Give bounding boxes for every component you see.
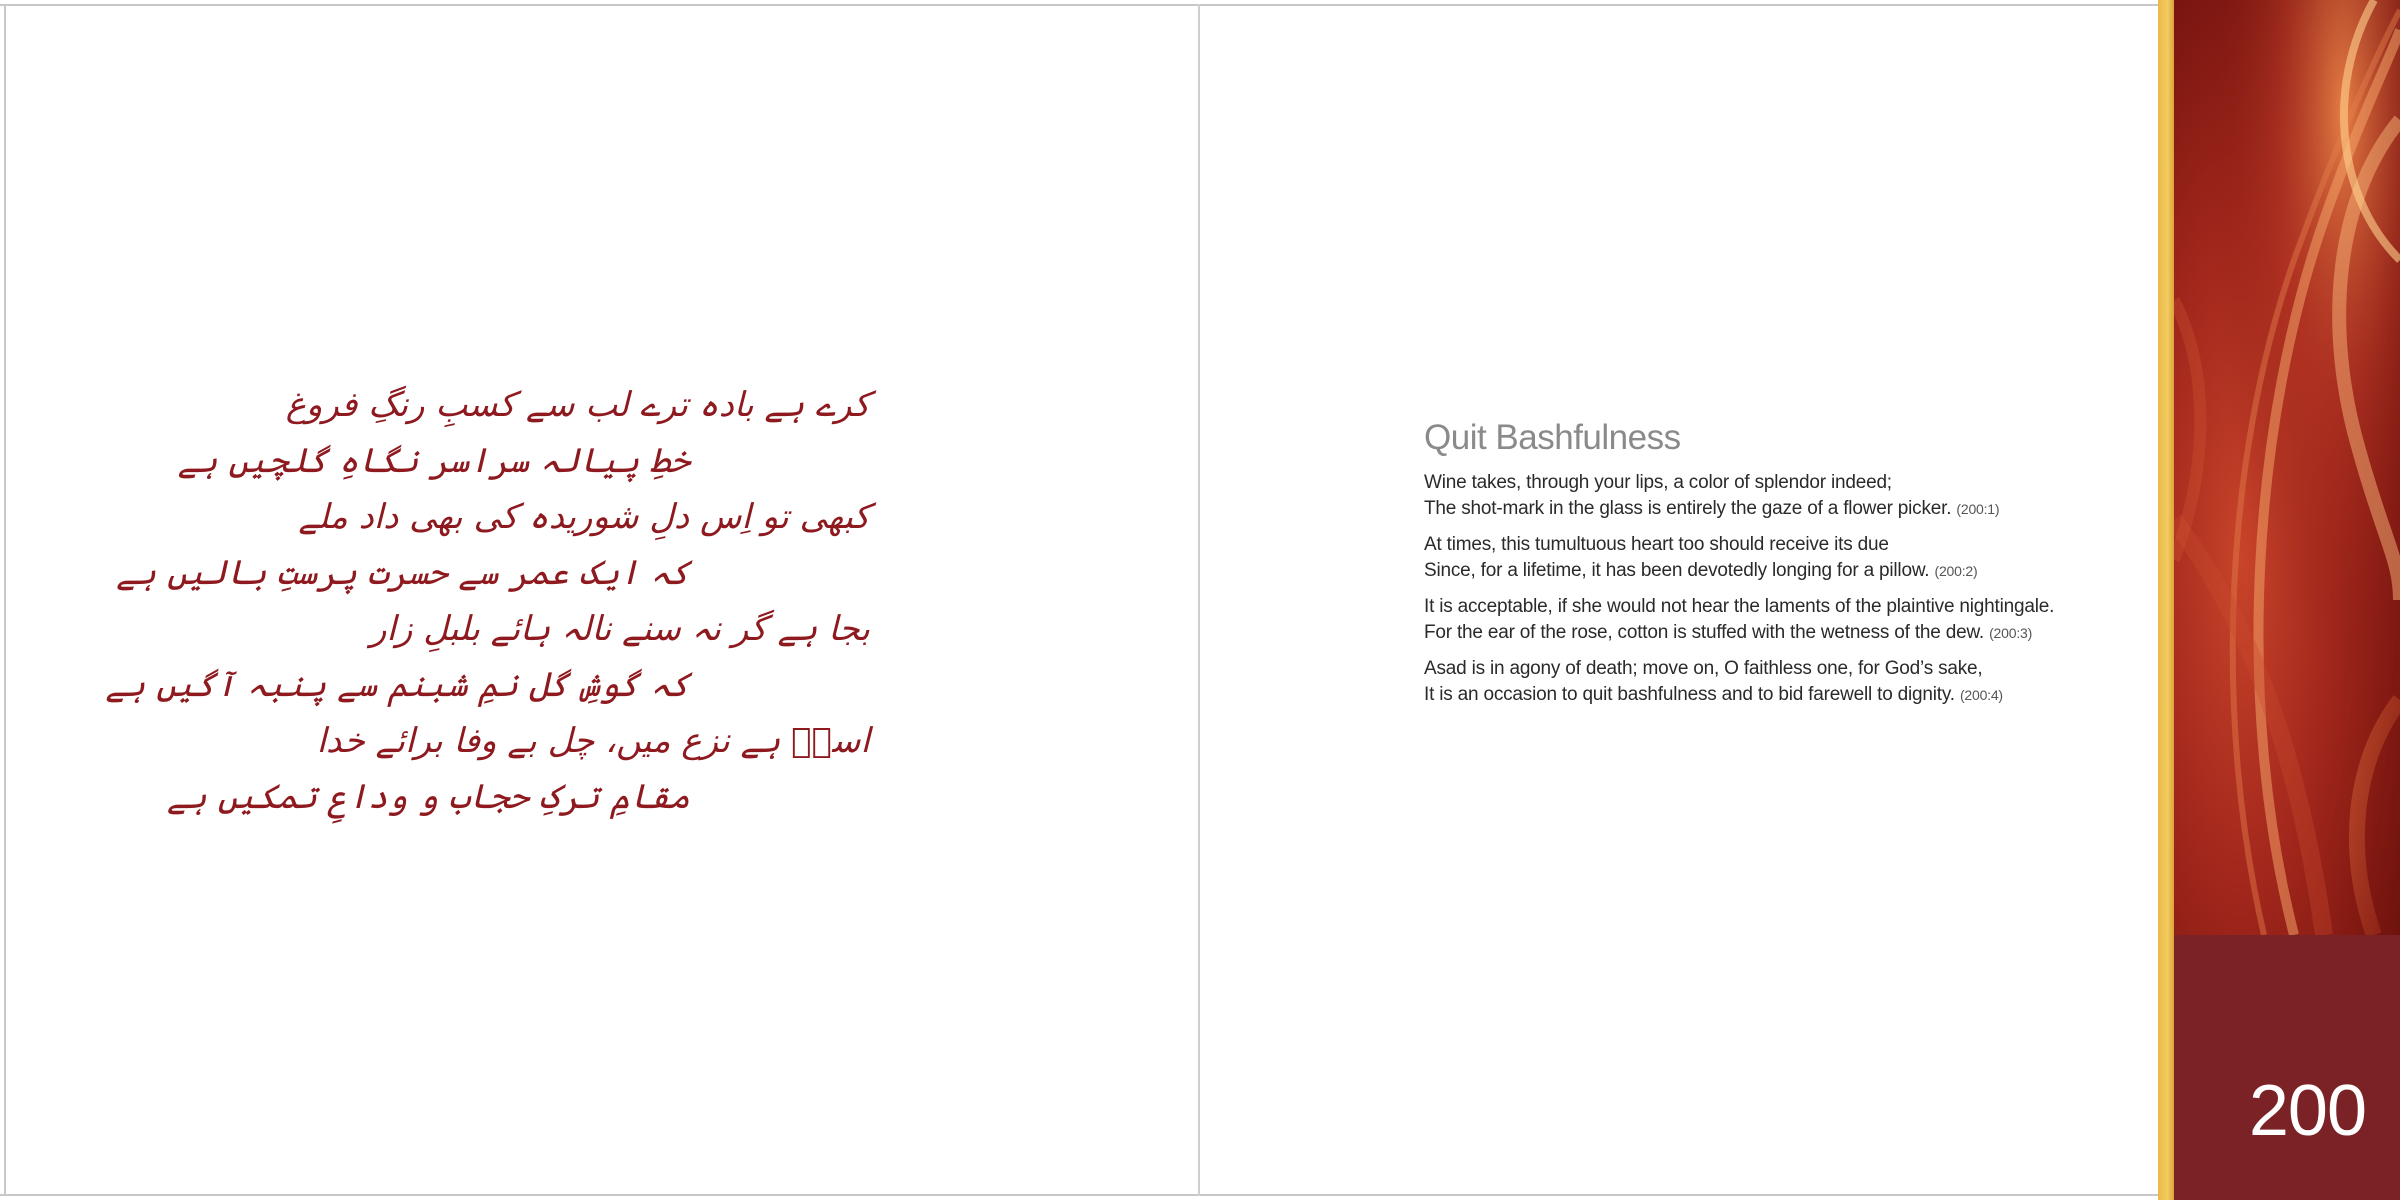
couplet-line: Wine takes, through your lips, a color of splendor indeed;: [1424, 472, 1892, 493]
urdu-line: بجا ہے گر نہ سنے نالہ ہائے بلبلِ زار: [370, 609, 870, 649]
urdu-line: کرے ہے بادہ ترے لب سے کسبِ رنگِ فروغ: [285, 385, 870, 425]
book-gutter: [1198, 4, 1200, 1196]
urdu-calligraphy: [105, 370, 920, 830]
verse-reference: (200:3): [1989, 625, 2033, 641]
gold-stripe: [2158, 0, 2174, 1200]
decorative-side-panel: [2158, 0, 2400, 1200]
abstract-artwork: [2174, 0, 2400, 935]
verse-reference: (200:1): [1956, 501, 2000, 517]
english-translation: [1424, 418, 2124, 718]
swirl-artwork-icon: [2174, 0, 2400, 935]
couplet: [1424, 594, 2124, 646]
couplet: [1424, 656, 2124, 708]
verse-reference: (200:4): [1959, 687, 2003, 703]
couplet-line: At times, this tumultuous heart too should receive its due: [1424, 534, 1889, 555]
couplet-line: Since, for a lifetime, it has been devotedly longing for a pillow.: [1424, 560, 1930, 581]
couplet-line: The shot-mark in the glass is entirely the gaze of a flower picker.: [1424, 498, 1952, 519]
urdu-line: کہ گوشِ گل نمِ شبنم سے پنبہ آگیں ہے: [105, 665, 690, 705]
poem-title: Quit Bashfulness: [1424, 418, 1681, 457]
couplet: [1424, 470, 2124, 522]
couplet-line: It is an occasion to quit bashfulness and to bid farewell to dignity.: [1424, 684, 1955, 705]
couplet: [1424, 532, 2124, 584]
page-number: 200: [2248, 1071, 2366, 1151]
couplet-line: For the ear of the rose, cotton is stuffed with the wetness of the dew.: [1424, 622, 1984, 643]
urdu-line: اسدؔ ہے نزع میں، چل بے وفا برائے خدا: [316, 721, 870, 761]
urdu-line: مقامِ ترکِ حجاب و وداعِ تمکیں ہے: [166, 777, 690, 817]
page-number-footer: [2174, 935, 2400, 1200]
page-border-left: [4, 4, 6, 1196]
page-border-top: [0, 4, 2158, 6]
urdu-line: کبھی تو اِس دلِ شوریدہ کی بھی داد ملے: [298, 497, 870, 537]
verse-reference: (200:2): [1934, 563, 1978, 579]
couplet-line: Asad is in agony of death; move on, O faithless one, for God’s sake,: [1424, 658, 1983, 679]
couplet-line: It is acceptable, if she would not hear the laments of the plaintive nightingale.: [1424, 596, 2055, 617]
page-border-bottom: [0, 1194, 2158, 1196]
urdu-line: خطِ پیالہ سراسر نگاہِ گلچیں ہے: [177, 441, 690, 481]
urdu-line: کہ ایک عمر سے حسرت پرستِ بالیں ہے: [116, 553, 690, 593]
